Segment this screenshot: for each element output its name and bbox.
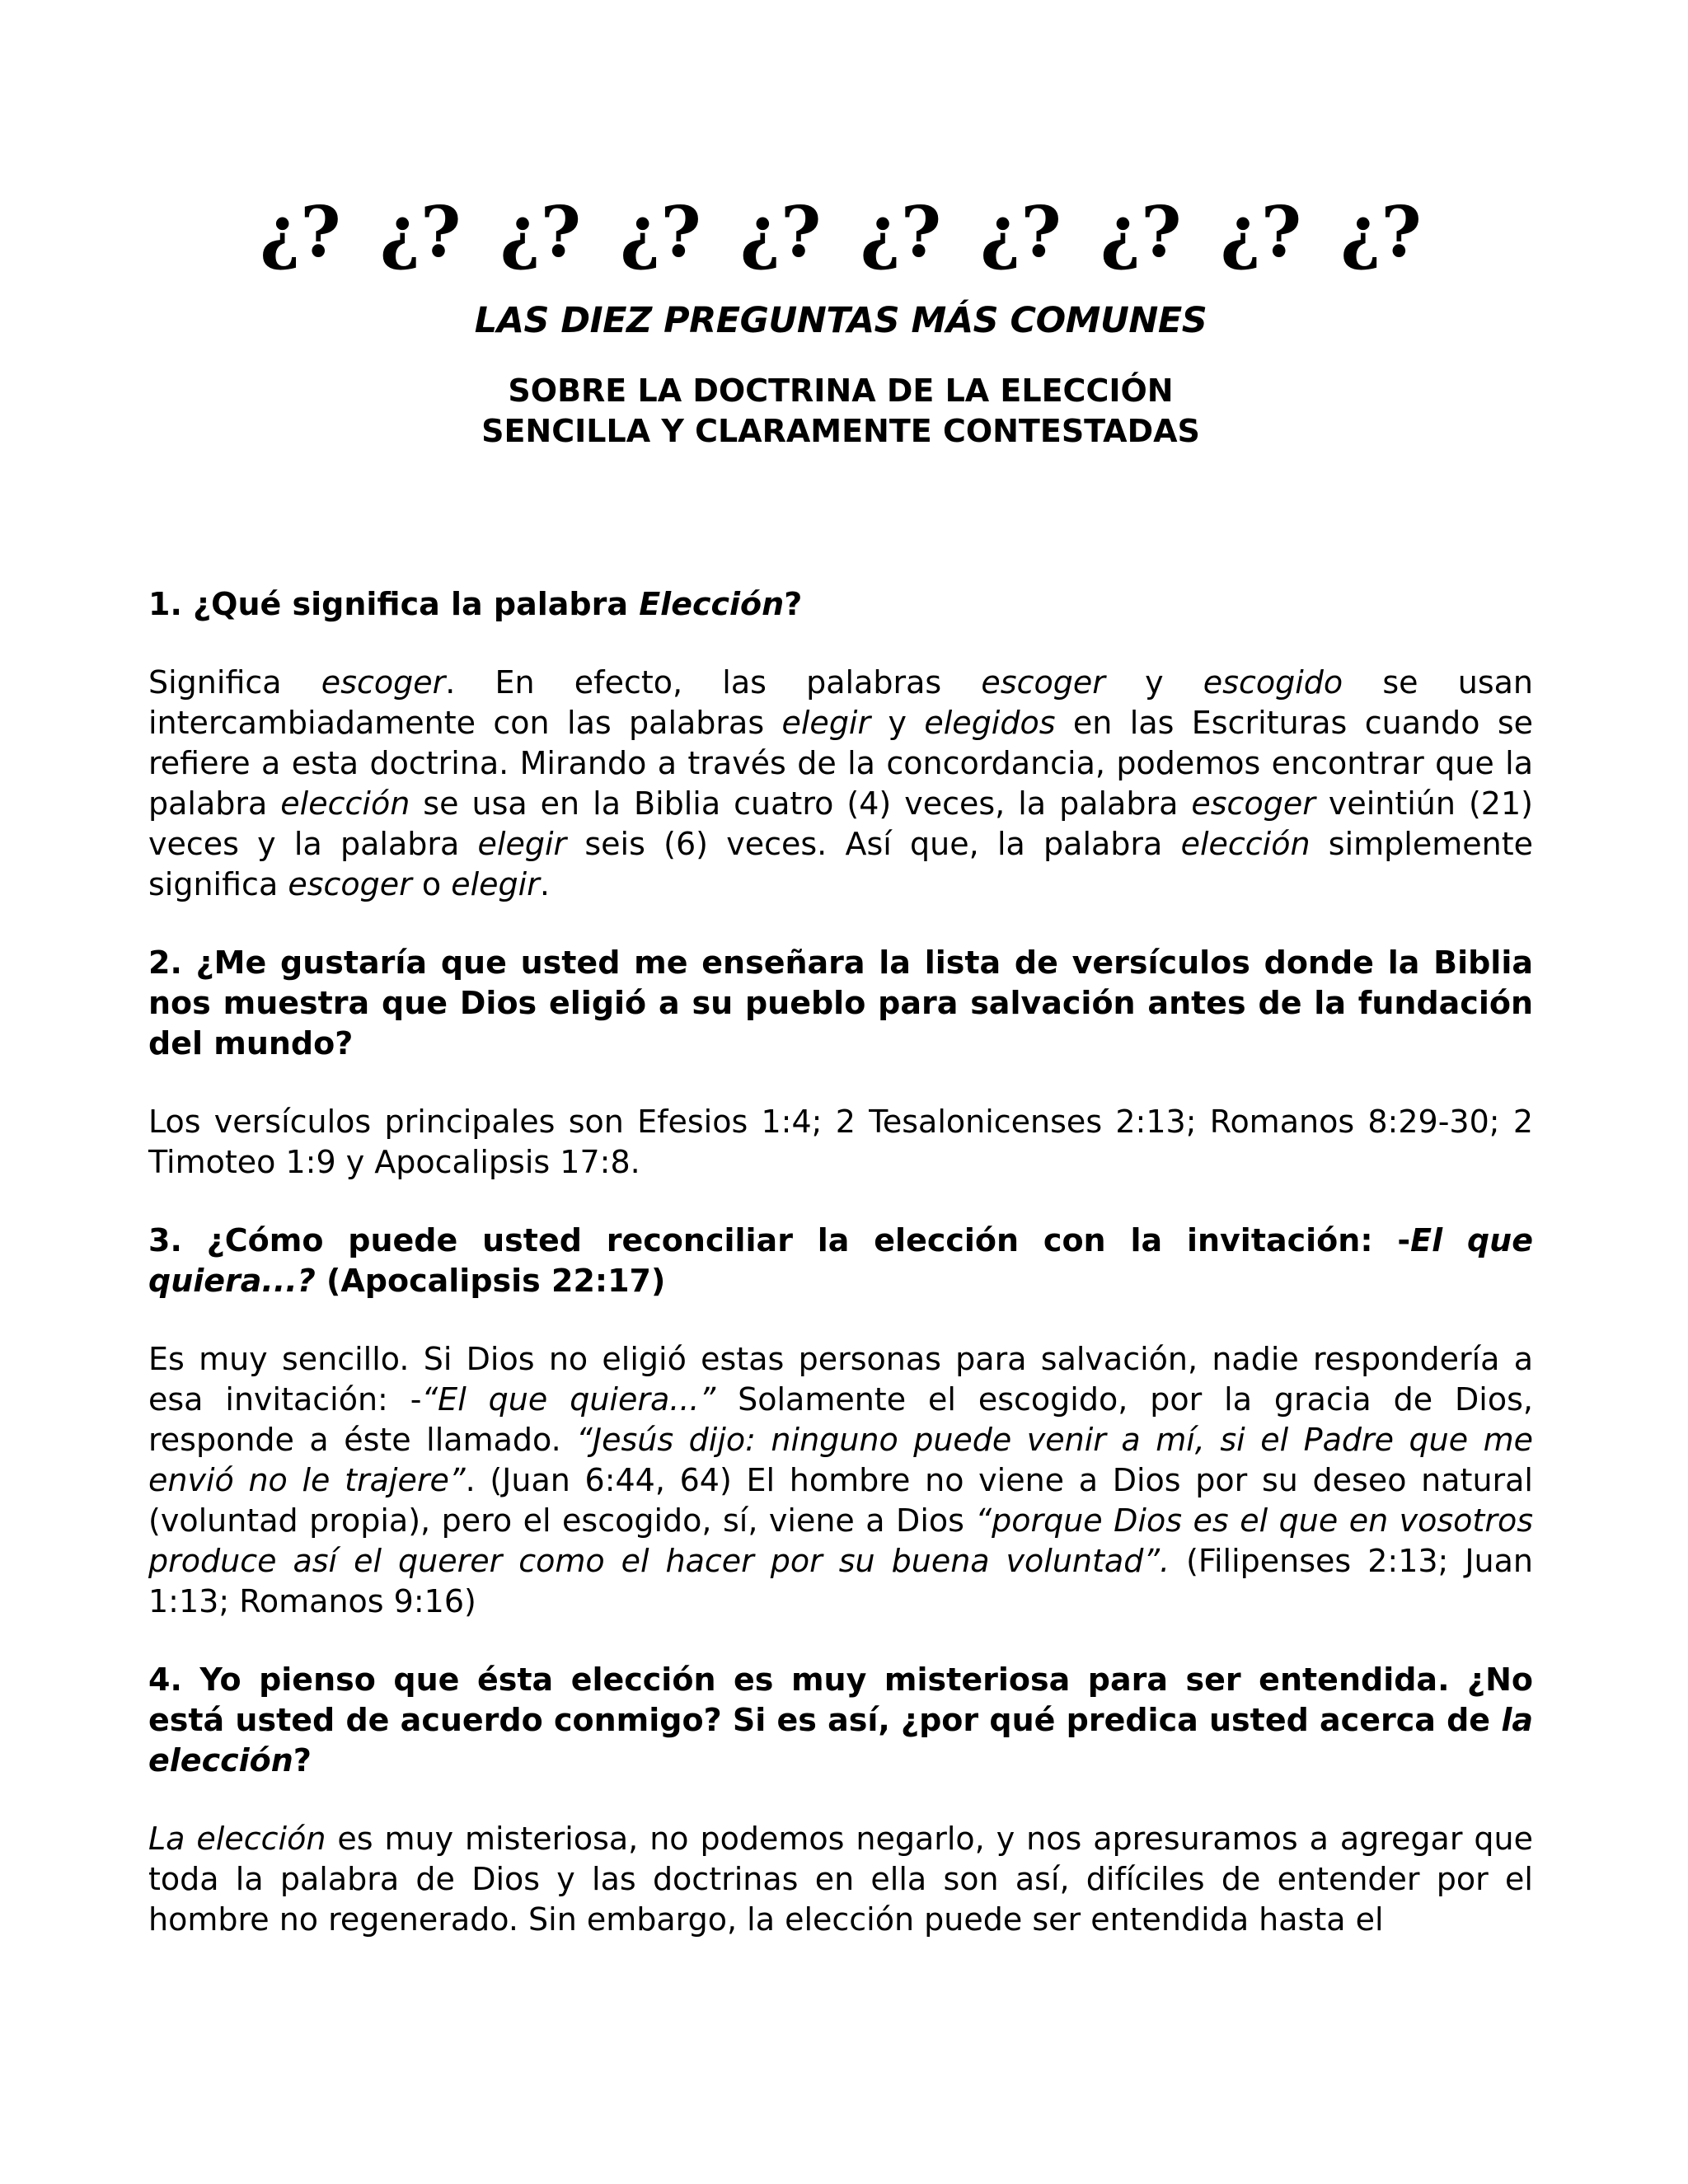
question-emphasis: El que quiera...? xyxy=(148,1221,1533,1299)
answer-emphasis: elección xyxy=(280,785,410,822)
answer-text: simplemente significa xyxy=(148,825,1533,902)
answer-1 xyxy=(148,663,1533,905)
answer-text: Solamente el escogido, por la gracia de Dios, responde a éste llamado. xyxy=(148,1380,1533,1458)
question-3 xyxy=(148,1221,1533,1301)
answer-emphasis: escoger xyxy=(981,663,1105,701)
answer-text: y xyxy=(870,704,925,741)
answer-text: . xyxy=(539,865,550,902)
question-text: 1. ¿Qué significa la palabra xyxy=(148,585,640,622)
answer-emphasis: “El que quiera...” xyxy=(421,1380,716,1418)
question-4 xyxy=(148,1660,1533,1781)
answer-text: es muy misteriosa, no podemos negarlo, y nos apresuramos a agregar que toda la palabra de Dios y las doctrinas en ella son así, difíciles de entender por el hombre no regenerado. Sin embargo, la elección puede ser entendida hasta el xyxy=(148,1820,1533,1938)
question-emphasis: Elección xyxy=(639,585,785,622)
answer-emphasis: escoger xyxy=(1191,785,1315,822)
answer-text: veintiún (21) veces y la palabra xyxy=(148,785,1533,862)
answer-emphasis: “porque Dios es el que en vosotros produce así el querer como el hacer por su buena voluntad”. xyxy=(148,1502,1533,1579)
answer-emphasis: “Jesús dijo: ninguno puede venir a mí, si el Padre que me envió no le trajere” xyxy=(148,1421,1533,1498)
document-page xyxy=(148,191,1534,1978)
answer-emphasis: La elección xyxy=(148,1820,326,1857)
qa-section-4 xyxy=(148,1660,1533,1940)
document-title: LAS DIEZ PREGUNTAS MÁS COMUNES xyxy=(474,300,1207,341)
answer-text: Significa xyxy=(148,663,321,701)
answer-text: Es muy sencillo. Si Dios no eligió estas personas para salvación, nadie respondería a esa invitación: - xyxy=(148,1340,1533,1418)
document-subtitle xyxy=(148,371,1533,452)
answer-emphasis: escoger xyxy=(321,663,446,701)
answer-emphasis: elección xyxy=(1180,825,1311,862)
question-text: ? xyxy=(293,1741,312,1779)
answer-emphasis: escoger xyxy=(288,865,412,902)
answer-2: Los versículos principales son Efesios 1:4; 2 Tesalonicenses 2:13; Romanos 8:29-30; 2 Timoteo 1:9 y Apocalipsis 17:8. xyxy=(148,1103,1533,1180)
subtitle-line-2: SENCILLA Y CLARAMENTE CONTESTADAS xyxy=(481,413,1200,450)
answer-text: seis (6) veces. Así que, la palabra xyxy=(566,825,1181,862)
answer-text: y xyxy=(1104,663,1203,701)
answer-text: se usa en la Biblia cuatro (4) veces, la palabra xyxy=(410,785,1192,822)
answer-emphasis: elegir xyxy=(781,704,871,741)
question-marks-banner: ¿? ¿? ¿? ¿? ¿? ¿? ¿? ¿? ¿? ¿? xyxy=(260,191,1422,273)
subtitle-line-1: SOBRE LA DOCTRINA DE LA ELECCIÓN xyxy=(508,373,1174,409)
question-emphasis: la elección xyxy=(148,1701,1533,1779)
answer-emphasis: elegir xyxy=(477,825,567,862)
qa-section-1 xyxy=(148,584,1533,905)
answer-text: en las Escrituras cuando se refiere a esta doctrina. Mirando a través de la concordancia, podemos encontrar que la palabra xyxy=(148,704,1534,822)
answer-text: . (Juan 6:44, 64) El hombre no viene a Dios por su deseo natural (voluntad propia), pero el escogido, sí, viene a Dios xyxy=(148,1461,1533,1539)
answer-3 xyxy=(148,1339,1533,1622)
answer-emphasis: elegidos xyxy=(924,704,1056,741)
question-1 xyxy=(148,584,1533,625)
question-text: ? xyxy=(784,585,803,622)
answer-emphasis: elegir xyxy=(451,865,540,902)
answer-text: (Filipenses 2:13; Juan 1:13; Romanos 9:16) xyxy=(148,1542,1533,1619)
question-2: 2. ¿Me gustaría que usted me enseñara la lista de versículos donde la Biblia nos muestra que Dios eligió a su pueblo para salvación antes de la fundación del mundo? xyxy=(148,944,1533,1062)
question-text: 3. ¿Cómo puede usted reconciliar la elección con la invitación: - xyxy=(148,1221,1411,1258)
qa-section-3 xyxy=(148,1221,1533,1622)
answer-4 xyxy=(148,1819,1533,1940)
qa-section-2 xyxy=(148,943,1533,1183)
question-text: (Apocalipsis 22:17) xyxy=(315,1262,666,1299)
question-text: 4. Yo pienso que ésta elección es muy misteriosa para ser entendida. ¿No está usted de acuerdo conmigo? Si es así, ¿por qué predica usted acerca de xyxy=(148,1661,1533,1738)
answer-text: . En efecto, las palabras xyxy=(445,663,982,701)
answer-emphasis: escogido xyxy=(1203,663,1343,701)
answer-text: o xyxy=(411,865,452,902)
answer-text: se usan intercambiadamente con las palabras xyxy=(148,663,1533,741)
